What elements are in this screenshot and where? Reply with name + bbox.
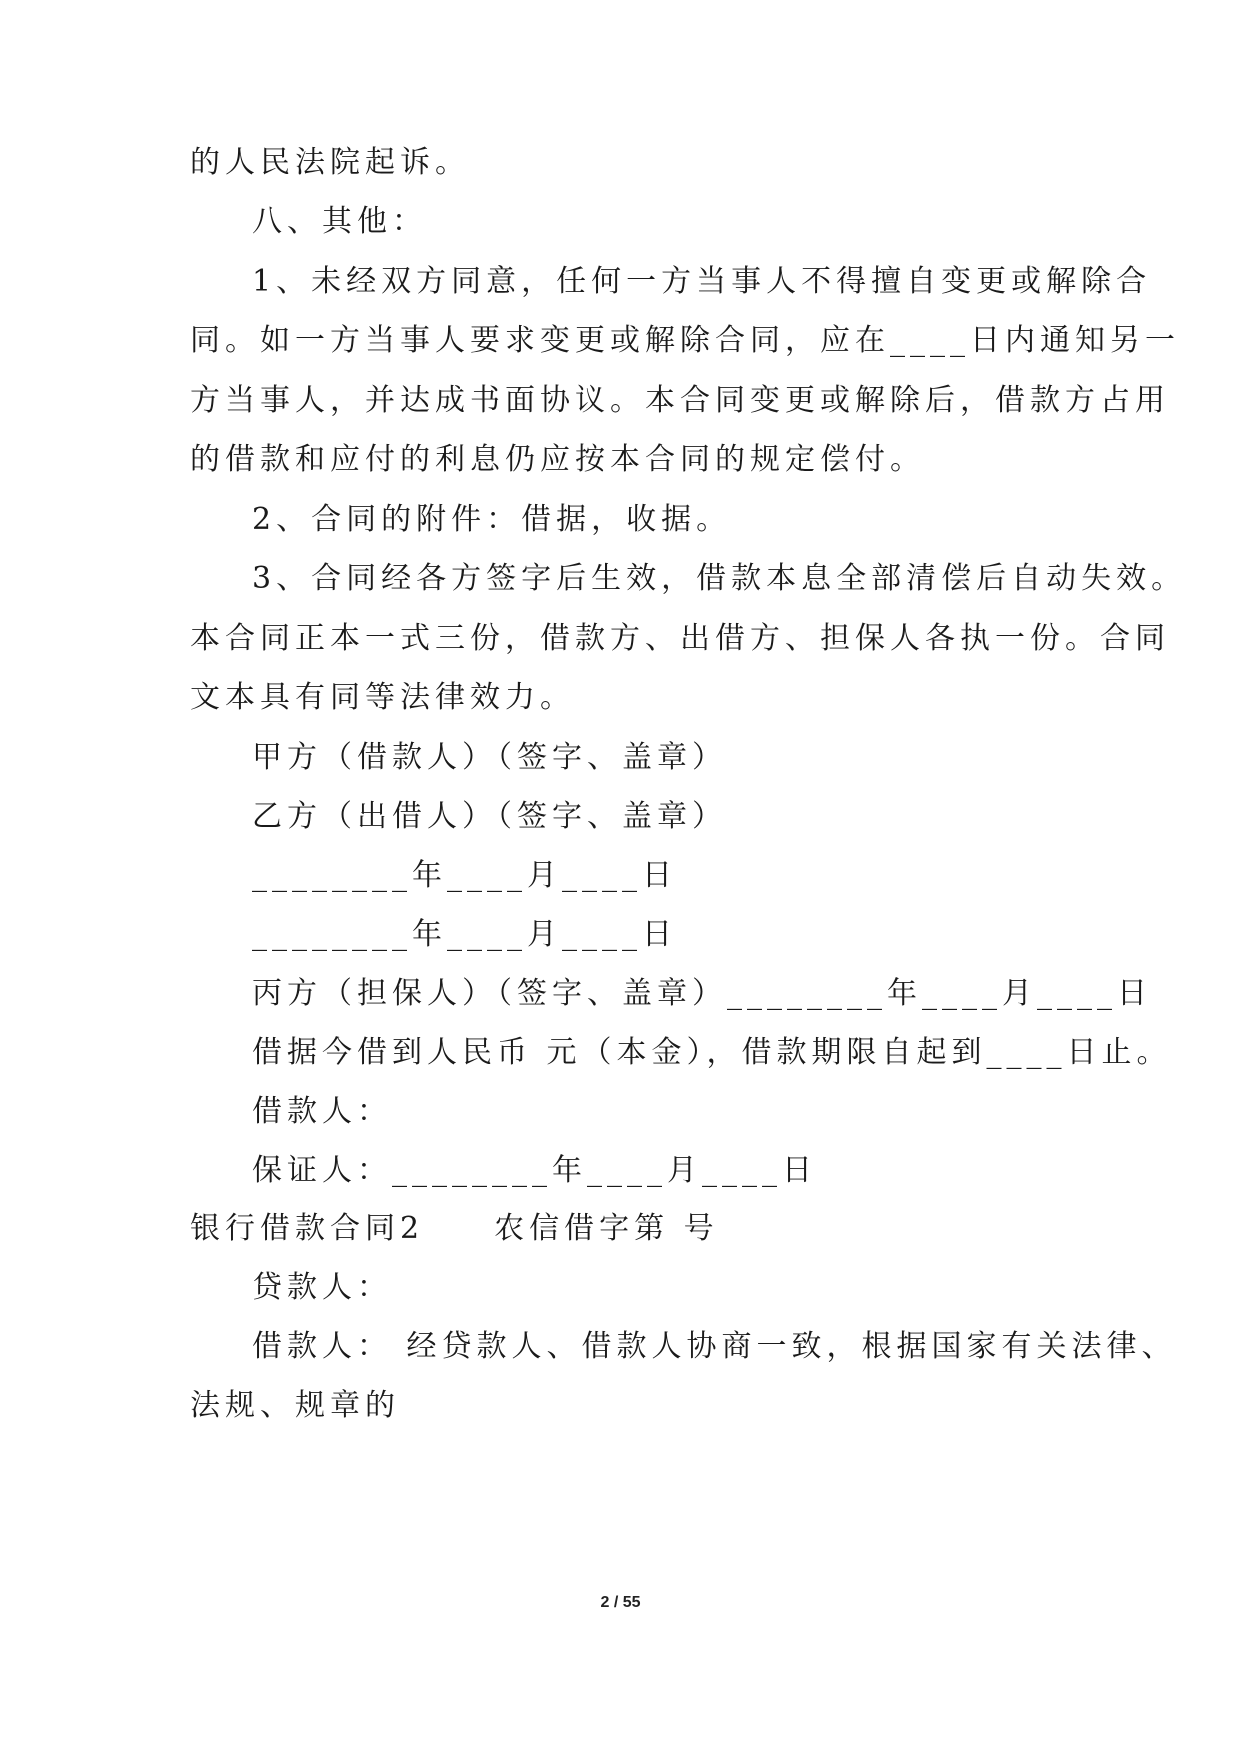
paragraph-line: 的借款和应付的利息仍应按本合同的规定偿付。 [190, 442, 925, 477]
contract-title: 银行借款合同2 农信借字第 号 [190, 1211, 719, 1246]
date-line: ________年____月____日 [252, 858, 677, 893]
paragraph-line: 3、合同经各方签字后生效，借款本息全部清偿后自动失效。 [252, 561, 1187, 596]
paragraph-line: 借款人： 经贷款人、借款人协商一致，根据国家有关法律、 [252, 1329, 1177, 1364]
paragraph-line: 同。如一方当事人要求变更或解除合同，应在____日内通知另一 [190, 323, 1180, 358]
guarantor-line: 保证人：________年____月____日 [252, 1153, 817, 1188]
paragraph-line: 的人民法院起诉。 [190, 145, 470, 180]
date-line: ________年____月____日 [252, 917, 677, 952]
paragraph-line: 文本具有同等法律效力。 [190, 680, 575, 715]
section-heading: 八、其他： [252, 204, 427, 239]
receipt-line: 借据今借到人民币 元（本金），借款期限自起到____日止。 [252, 1035, 1172, 1070]
paragraph-line: 本合同正本一式三份，借款方、出借方、担保人各执一份。合同 [190, 621, 1170, 656]
paragraph-line: 1、未经双方同意，任何一方当事人不得擅自变更或解除合 [252, 264, 1152, 299]
paragraph-line: 2、合同的附件：借据，收据。 [252, 502, 732, 537]
paragraph-line: 法规、规章的 [190, 1388, 400, 1423]
page-number: 2 / 55 [600, 1594, 641, 1611]
signature-line-party-a: 甲方（借款人）（签字、盖章） [252, 740, 727, 775]
paragraph-line: 方当事人，并达成书面协议。本合同变更或解除后，借款方占用 [190, 383, 1170, 418]
signature-line-party-c: 丙方（担保人）（签字、盖章）________年____月____日 [252, 976, 1152, 1011]
borrower-line: 借款人： [252, 1094, 392, 1129]
lender-line: 贷款人： [252, 1270, 392, 1305]
signature-line-party-b: 乙方（出借人）（签字、盖章） [252, 799, 727, 834]
